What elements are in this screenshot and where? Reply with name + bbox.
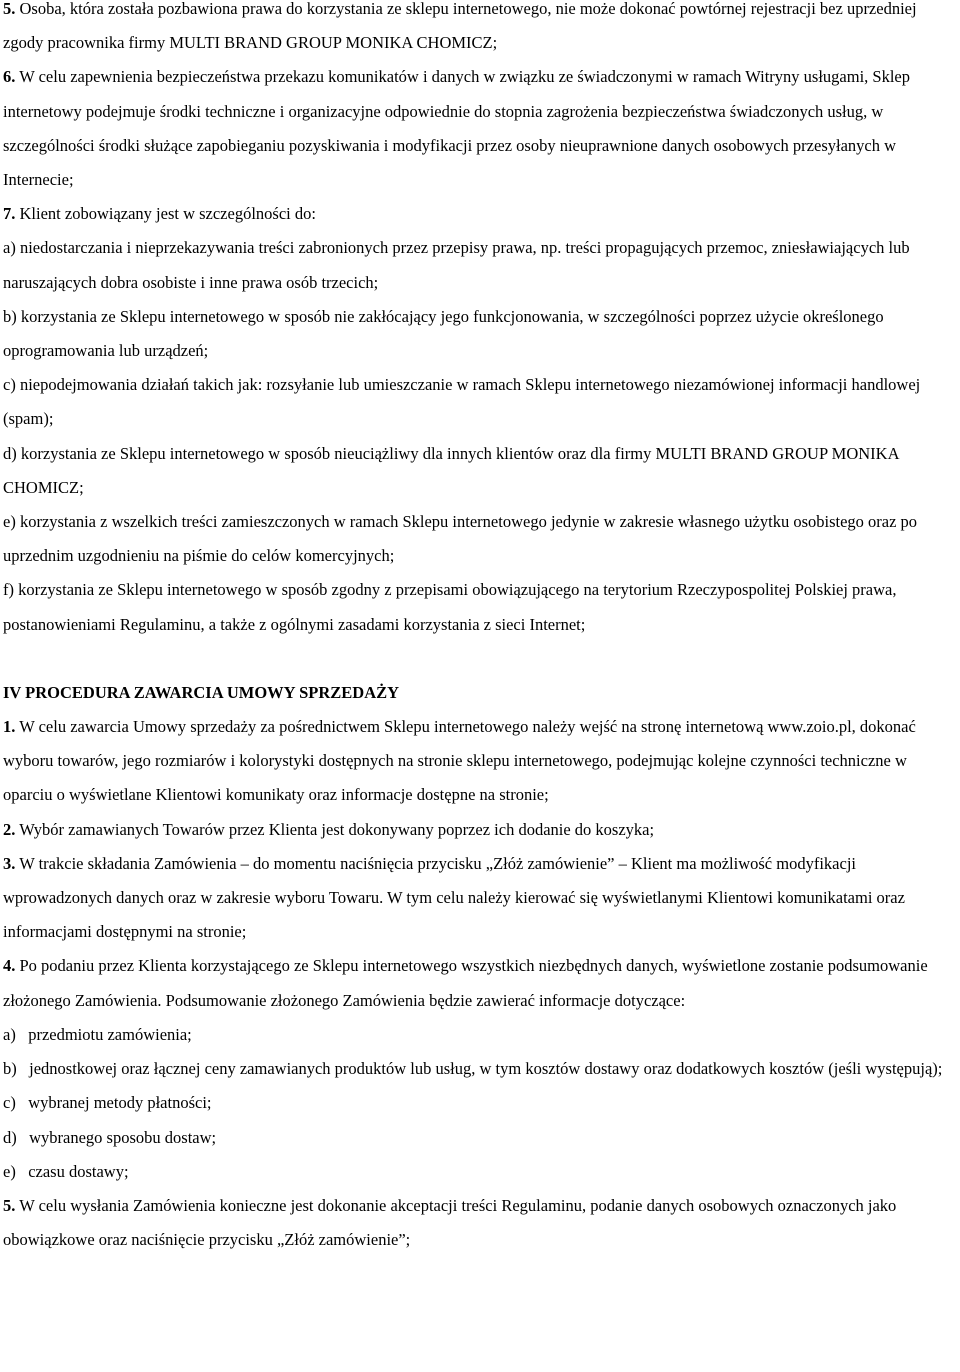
item-number: 3.: [3, 853, 16, 873]
section-item-2: [3, 813, 950, 847]
item-text: W celu wysłania Zamówienia konieczne jest dokonanie akceptacji treści Regulaminu, podanie danych osobowych oznaczonych jako obowiązkowe oraz naciśnięcie przycisku „Złóż zamówienie”;: [3, 1195, 897, 1250]
summary-list: [3, 1018, 950, 1189]
item-text: W trakcie składania Zamówienia – do momentu naciśnięcia przycisku „Złóż zamówienie” – Klient ma możliwość modyfikacji wprowadzonych danych oraz w zakresie wyboru Towaru. W tym celu należy kierować się wyświetlanymi Klientowi komunikatami oraz informacjami dostępnymi na stronie;: [3, 853, 905, 942]
summary-item-c: c) wybranej metody płatności;: [3, 1093, 212, 1113]
summary-item-a: a) przedmiotu zamówienia;: [3, 1024, 192, 1044]
item-number: 4.: [3, 956, 16, 976]
top-items: [3, 0, 950, 231]
item-text: Po podaniu przez Klienta korzystającego ze Sklepu internetowego wszystkich niezbędnych danych, wyświetlone zostanie podsumowanie złożonego Zamówienia. Podsumowanie złożonego Zamówienia będzie zawierać informacje dotyczące:: [3, 956, 928, 1010]
obligation-b: b) korzystania ze Sklepu internetowego w sposób nie zakłócający jego funkcjonowania, w szczególności poprzez użycie określonego oprogramowania lub urządzeń;: [3, 306, 884, 361]
item-5: [3, 0, 950, 60]
summary-item-b: b) jednostkowej oraz łącznej ceny zamawianych produktów lub usług, w tym kosztów dostawy oraz dodatkowych kosztów (jeśli występują);: [3, 1059, 943, 1079]
section-item-1: [3, 710, 950, 813]
section-heading: IV PROCEDURA ZAWARCIA UMOWY SPRZEDAŻY: [3, 682, 400, 702]
item-6: [3, 60, 950, 197]
item-7: [3, 197, 950, 231]
summary-item-e: e) czasu dostawy;: [3, 1161, 129, 1181]
item-text: Klient zobowiązany jest w szczególności do:: [15, 204, 316, 224]
item-number: 5.: [3, 0, 16, 18]
section-item-5: [3, 1189, 950, 1257]
item-number: 6.: [3, 67, 16, 87]
item-number: 5.: [3, 1195, 16, 1215]
obligation-c: c) niepodejmowania działań takich jak: rozsyłanie lub umieszczanie w ramach Sklepu internetowego niezamówionej informacji handlowej (spam);: [3, 375, 921, 429]
obligation-e: e) korzystania z wszelkich treści zamieszczonych w ramach Sklepu internetowego jedynie w zakresie własnego użytku osobistego oraz po uprzednim uzgodnieniu na piśmie do celów komercyjnych;: [3, 512, 918, 566]
obligation-d: d) korzystania ze Sklepu internetowego w sposób nieuciążliwy dla innych klientów oraz dla firmy MULTI BRAND GROUP MONIKA CHOMICZ;: [3, 443, 899, 497]
item-text: W celu zapewnienia bezpieczeństwa przekazu komunikatów i danych w związku ze świadczonymi w ramach Witryny usługami, Sklep internetowy podejmuje środki techniczne i organizacyjne odpowiednie do stopnia zagrożenia bezpieczeństwa świadczonych usług, w szczególności środki służące zapobieganiu pozyskiwania i modyfikacji przez osoby nieuprawnione danych osobowych przesyłanych w Internecie;: [3, 67, 910, 190]
item-number: 2.: [3, 819, 16, 839]
item-number: 1.: [3, 717, 16, 737]
item-text: W celu zawarcia Umowy sprzedaży za pośrednictwem Sklepu internetowego należy wejść na stronę internetową www.zoio.pl, dokonać wyboru towarów, jego rozmiarów i kolorystyki dostępnych na stronie sklepu internetowego, podejmując kolejne czynności techniczne w oparciu o wyświetlane Klientowi komunikaty oraz informacje dostępne na stronie;: [3, 717, 916, 805]
section-item-3: [3, 847, 950, 950]
section-item-4: [3, 949, 950, 1017]
item-number: 7.: [3, 204, 16, 224]
obligation-f: f) korzystania ze Sklepu internetowego w sposób zgodny z przepisami obowiązującego na terytorium Rzeczypospolitej Polskiej prawa, postanowieniami Regulaminu, a także z ogólnymi zasadami korzystania z sieci Internet;: [3, 580, 897, 634]
obligations-list: [3, 231, 950, 641]
obligation-a: a) niedostarczania i nieprzekazywania treści zabronionych przez przepisy prawa, np. treści propagujących przemoc, zniesławiających lub naruszających dobra osobiste i inne prawa osób trzecich;: [3, 238, 910, 292]
summary-item-d: d) wybranego sposobu dostaw;: [3, 1127, 217, 1147]
section-items: [3, 710, 950, 1018]
item-text: Wybór zamawianych Towarów przez Klienta jest dokonywany poprzez ich dodanie do koszyka;: [15, 819, 655, 839]
item-text: Osoba, która została pozbawiona prawa do korzystania ze sklepu internetowego, nie może dokonać powtórnej rejestracji bez uprzedniej zgody pracownika firmy MULTI BRAND GROUP MONIKA CHOMICZ;: [3, 0, 917, 53]
